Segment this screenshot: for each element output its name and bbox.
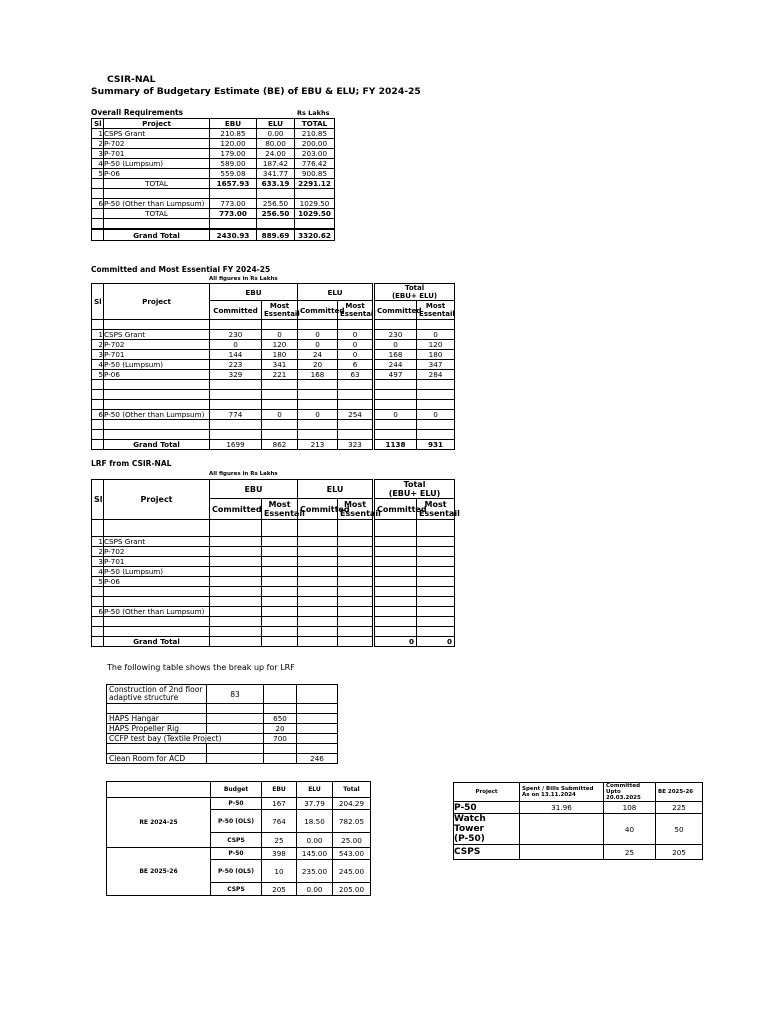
col-header: ELU (257, 119, 295, 129)
table-row (92, 330, 455, 340)
total-row (92, 179, 335, 189)
sl-cell: 1 (92, 129, 104, 139)
total-cell: 2291.12 (295, 179, 335, 189)
elu-cell: 0.00 (257, 129, 295, 139)
value-cell: 24 (298, 350, 338, 360)
value-cell: 63 (338, 370, 374, 380)
value-cell: 0 (338, 350, 374, 360)
elu-cell: 80.00 (257, 139, 295, 149)
col-header: Committed (298, 499, 338, 520)
total-cell: 900.85 (295, 169, 335, 179)
col-header (262, 499, 305, 520)
col-header: Project (104, 284, 210, 320)
total-cell: 543.00 (333, 848, 371, 860)
project-cell: P-701 (104, 557, 210, 567)
elu-cell: 37.79 (297, 798, 333, 810)
elu-cell: 889.69 (257, 229, 295, 241)
value-cell: 0 (298, 330, 338, 340)
table-row (107, 754, 338, 764)
value-cell: 120 (417, 340, 455, 350)
budget-name: P-50 (OLS) (211, 860, 262, 883)
total-cell: 245.00 (333, 860, 371, 883)
value-cell: 223 (210, 360, 262, 370)
sl-cell: 2 (92, 547, 104, 557)
ebu-cell: 10 (262, 860, 297, 883)
value-cell: 230 (374, 330, 417, 340)
value-cell: 6 (338, 360, 374, 370)
col-header: Sl (92, 480, 104, 520)
spacer-row (92, 390, 455, 400)
spacer-row (92, 380, 455, 390)
table-row (92, 340, 455, 350)
project-spending-table (453, 782, 703, 860)
col-header: Committed (210, 301, 262, 320)
table-row (92, 410, 455, 420)
spacer-row (92, 219, 335, 230)
sl-cell: 4 (92, 159, 104, 169)
budget-name: P-50 (OLS) (211, 810, 262, 833)
ebu-cell: 773.00 (210, 199, 257, 209)
project-cell: P-701 (104, 350, 210, 360)
ebu-cell: 589.00 (210, 159, 257, 169)
be-cell: 225 (656, 802, 703, 814)
essential-label: Essentail (340, 310, 376, 318)
spacer-row (92, 587, 455, 597)
col-header: Project (104, 119, 210, 129)
col-header: Project (454, 783, 520, 802)
re-label: RE 2024-25 (107, 798, 211, 848)
item-label: CCFP test bay (Textile Project) (107, 734, 264, 744)
col-header (417, 499, 460, 520)
value-cell: 0 (262, 330, 298, 340)
elu-cell: 187.42 (257, 159, 295, 169)
project-cell: P-701 (104, 149, 210, 159)
be-cell: 205 (656, 845, 703, 860)
ebu-cell: 179.00 (210, 149, 257, 159)
elu-cell: 24.00 (257, 149, 295, 159)
value-cell: 180 (417, 350, 455, 360)
col-header (374, 480, 455, 499)
sl-cell: 5 (92, 577, 104, 587)
grand-total-label: Grand Total (104, 637, 210, 647)
value-cell: 213 (298, 440, 338, 450)
spent-label: Spent / Bills Submitted (522, 786, 594, 792)
page-title: Summary of Budgetary Estimate (BE) of EBU & ELU; FY 2024-25 (91, 86, 421, 97)
col-header (262, 301, 298, 320)
value-cell: 20 (298, 360, 338, 370)
lrf-breakup-table (106, 684, 338, 764)
grand-total-row (92, 440, 455, 450)
col-header (338, 301, 374, 320)
value-cell: 1138 (374, 440, 417, 450)
table-row (92, 577, 455, 587)
col-header: EBU (210, 480, 298, 499)
sl-cell: 3 (92, 350, 104, 360)
lrf-units: All figures in Rs Lakhs (209, 471, 278, 477)
col-header: Sl (92, 119, 104, 129)
value-cell: 0 (417, 330, 455, 340)
project-cell: P-06 (104, 577, 210, 587)
sl-cell: 6 (92, 199, 104, 209)
table-row (92, 370, 455, 380)
col-header: Project (104, 480, 210, 520)
be-label: BE 2025-26 (107, 848, 211, 896)
item-label: HAPS Hangar (107, 714, 207, 724)
col-header (338, 499, 381, 520)
value-cell: 284 (417, 370, 455, 380)
grand-total-label: Grand Total (104, 229, 210, 241)
project-cell: P-702 (104, 340, 210, 350)
spacer-row (92, 320, 455, 330)
ebu-cell: 120.00 (210, 139, 257, 149)
committed-cell: 25 (604, 845, 656, 860)
sl-cell: 5 (92, 370, 104, 380)
value-cell: 1699 (210, 440, 262, 450)
value-cell: 144 (210, 350, 262, 360)
value-cell: 0 (374, 637, 417, 647)
value-cell: 329 (210, 370, 262, 380)
value-cell: 180 (262, 350, 298, 360)
table-row (92, 607, 455, 617)
value-cell: 0 (338, 330, 374, 340)
grand-total-row (92, 229, 335, 241)
value-cell: 168 (374, 350, 417, 360)
item-value: 83 (207, 685, 264, 704)
spacer-row (92, 627, 455, 637)
sl-cell: 2 (92, 139, 104, 149)
spacer-row (92, 597, 455, 607)
item-line-2: adaptive structure (109, 693, 179, 702)
lrf-heading: LRF from CSIR-NAL (91, 459, 172, 468)
ebu-cell: 559.08 (210, 169, 257, 179)
value-cell: 931 (417, 440, 455, 450)
col-header: Budget (211, 782, 262, 798)
col-header (604, 783, 656, 802)
col-header: Sl (92, 284, 104, 320)
project-name: P-50 (454, 802, 520, 814)
total-cell: 3320.62 (295, 229, 335, 241)
table-row (92, 350, 455, 360)
project-name-line-1: Watch Tower (454, 814, 486, 834)
blank-header (107, 782, 211, 798)
value-cell: 0 (417, 637, 455, 647)
item-label: HAPS Propeller Rig (107, 724, 207, 734)
table-row (107, 734, 338, 744)
essential-label: Essentail (264, 509, 305, 518)
total-cell: 205.00 (333, 883, 371, 896)
value-cell: 168 (298, 370, 338, 380)
spacer-row (92, 617, 455, 627)
sl-cell: 3 (92, 149, 104, 159)
overall-units: Rs Lakhs (297, 109, 330, 117)
total-label: TOTAL (104, 179, 210, 189)
spacer-row (92, 189, 335, 199)
project-cell: P-06 (104, 370, 210, 380)
overall-heading: Overall Requirements (91, 108, 184, 117)
value-cell: 0 (262, 410, 298, 420)
total-cell: 1029.50 (295, 209, 335, 219)
value-cell: 862 (262, 440, 298, 450)
elu-cell: 235.00 (297, 860, 333, 883)
ebu-cell: 25 (262, 833, 297, 848)
value-cell: 0 (374, 340, 417, 350)
committed-cell: 40 (604, 814, 656, 845)
total-header-sub: (EBU+ ELU) (388, 489, 441, 498)
ebu-cell: 398 (262, 848, 297, 860)
overall-requirements-table (91, 118, 335, 241)
elu-cell: 256.50 (257, 199, 295, 209)
value-cell: 347 (417, 360, 455, 370)
total-header-sub: (EBU+ ELU) (391, 292, 438, 300)
project-cell: P-702 (104, 139, 210, 149)
col-header: TOTAL (295, 119, 335, 129)
committed-label: Committed (606, 783, 641, 789)
budget-name: CSPS (211, 883, 262, 896)
total-header: Total (404, 284, 425, 292)
sl-cell: 6 (92, 607, 104, 617)
project-cell: P-50 (Lumpsum) (104, 567, 210, 577)
ebu-cell: 773.00 (210, 209, 257, 219)
spacer-row (92, 420, 455, 430)
grand-total-label: Grand Total (104, 440, 210, 450)
spacer-row (92, 430, 455, 440)
item-label (107, 685, 207, 704)
breakup-note: The following table shows the break up for LRF (107, 663, 295, 672)
col-header (417, 301, 455, 320)
total-cell: 776.42 (295, 159, 335, 169)
table-row (107, 798, 371, 810)
sl-cell: 6 (92, 410, 104, 420)
total-header: Total (403, 480, 426, 489)
elu-cell: 633.19 (257, 179, 295, 189)
elu-cell: 0.00 (297, 833, 333, 848)
project-cell: CSPS Grant (104, 330, 210, 340)
ebu-cell: 210.85 (210, 129, 257, 139)
table-row (454, 802, 703, 814)
spacer-row (107, 704, 338, 714)
value-cell: 774 (210, 410, 262, 420)
committed-cell: 108 (604, 802, 656, 814)
total-cell: 200.00 (295, 139, 335, 149)
value-cell: 497 (374, 370, 417, 380)
total-cell: 782.05 (333, 810, 371, 833)
most-label: Most (424, 500, 447, 509)
org-name: CSIR-NAL (107, 74, 156, 85)
essential-label: Essentail (264, 310, 300, 318)
header-row (92, 480, 455, 499)
table-row (454, 845, 703, 860)
table-row (92, 169, 335, 179)
spacer-row (92, 520, 455, 537)
col-header: Committed (210, 499, 262, 520)
most-label: Most (343, 500, 367, 509)
project-cell: P-50 (Other than Lumpsum) (104, 199, 210, 209)
value-cell: 230 (210, 330, 262, 340)
project-cell: P-50 (Lumpsum) (104, 159, 210, 169)
table-row (107, 848, 371, 860)
table-row (92, 360, 455, 370)
total-label: TOTAL (104, 209, 210, 219)
table-row (107, 685, 338, 704)
table-row (454, 814, 703, 845)
committed-units: All figures in Rs Lakhs (209, 276, 278, 282)
col-header: EBU (262, 782, 297, 798)
most-label: Most (425, 302, 446, 310)
value-cell: 254 (338, 410, 374, 420)
project-cell: P-702 (104, 547, 210, 557)
col-header: EBU (210, 119, 257, 129)
value-cell: 0 (338, 340, 374, 350)
spent-cell (520, 845, 604, 860)
sl-cell: 4 (92, 360, 104, 370)
col-header (374, 284, 455, 301)
total-cell: 25.00 (333, 833, 371, 848)
value-cell: 323 (338, 440, 374, 450)
elu-cell: 145.00 (297, 848, 333, 860)
item-line-1: Construction of 2nd floor (109, 685, 203, 694)
table-row (92, 547, 455, 557)
item-label: Clean Room for ACD (107, 754, 207, 764)
table-row (92, 139, 335, 149)
spacer-row (107, 744, 338, 754)
budget-name: CSPS (211, 833, 262, 848)
table-row (107, 724, 338, 734)
spacer-row (92, 400, 455, 410)
committed-heading: Committed and Most Essential FY 2024-25 (91, 265, 271, 274)
project-cell: CSPS Grant (104, 129, 210, 139)
col-header: Committed (374, 301, 417, 320)
value-cell: 244 (374, 360, 417, 370)
sl-cell: 4 (92, 567, 104, 577)
col-header: EBU (210, 284, 298, 301)
project-cell: P-50 (Other than Lumpsum) (104, 410, 210, 420)
sl-cell: 2 (92, 340, 104, 350)
value-cell: 0 (210, 340, 262, 350)
table-row (92, 199, 335, 209)
budget-table (106, 781, 371, 896)
budget-name: P-50 (211, 798, 262, 810)
table-row (107, 714, 338, 724)
table-row (92, 129, 335, 139)
col-header: ELU (298, 480, 374, 499)
sl-cell: 3 (92, 557, 104, 567)
sl-cell: 5 (92, 169, 104, 179)
total-cell: 1029.50 (295, 199, 335, 209)
spent-cell: 31.96 (520, 802, 604, 814)
project-name: CSPS (454, 845, 520, 860)
value-cell: 221 (262, 370, 298, 380)
item-value: 650 (264, 714, 297, 724)
committed-table (91, 283, 455, 450)
col-header: BE 2025-26 (656, 783, 703, 802)
essential-label: Essentail (419, 509, 460, 518)
project-cell: P-50 (Lumpsum) (104, 360, 210, 370)
col-header: Total (333, 782, 371, 798)
project-name (454, 814, 520, 845)
value-cell: 0 (374, 410, 417, 420)
sl-cell: 1 (92, 330, 104, 340)
project-name-line-2: (P-50) (454, 834, 485, 844)
col-header (520, 783, 604, 802)
elu-cell: 18.50 (297, 810, 333, 833)
most-label: Most (269, 302, 290, 310)
elu-cell: 256.50 (257, 209, 295, 219)
value-cell: 120 (262, 340, 298, 350)
spent-date: As on 13.11.2024 (522, 792, 576, 798)
project-cell: CSPS Grant (104, 537, 210, 547)
item-value: 700 (264, 734, 297, 744)
header-row (454, 783, 703, 802)
elu-cell: 0.00 (297, 883, 333, 896)
total-cell: 204.29 (333, 798, 371, 810)
table-row (92, 557, 455, 567)
ebu-cell: 764 (262, 810, 297, 833)
header-row (107, 782, 371, 798)
col-header: Committed (374, 499, 417, 520)
total-cell: 210.85 (295, 129, 335, 139)
table-row (92, 159, 335, 169)
be-cell: 50 (656, 814, 703, 845)
value-cell: 0 (417, 410, 455, 420)
table-row (92, 149, 335, 159)
project-cell: P-50 (Other than Lumpsum) (104, 607, 210, 617)
elu-cell: 341.77 (257, 169, 295, 179)
ebu-cell: 1657.93 (210, 179, 257, 189)
ebu-cell: 167 (262, 798, 297, 810)
spent-cell (520, 814, 604, 845)
col-header: Committed (298, 301, 338, 320)
header-row (92, 284, 455, 301)
value-cell: 0 (298, 410, 338, 420)
essential-label: Essentail (419, 310, 455, 318)
total-cell: 203.00 (295, 149, 335, 159)
committed-date: Upto 20.03.2025 (606, 789, 641, 801)
item-value: 20 (264, 724, 297, 734)
value-cell: 341 (262, 360, 298, 370)
col-header: ELU (297, 782, 333, 798)
essential-label: Essentail (340, 509, 381, 518)
ebu-cell: 205 (262, 883, 297, 896)
most-label: Most (345, 302, 365, 310)
grand-total-row (92, 637, 455, 647)
table-row (92, 567, 455, 577)
item-value: 246 (297, 754, 338, 764)
col-header: ELU (298, 284, 374, 301)
total-row (92, 209, 335, 219)
value-cell: 0 (298, 340, 338, 350)
table-header-row (92, 119, 335, 129)
sl-cell: 1 (92, 537, 104, 547)
most-label: Most (268, 500, 291, 509)
ebu-cell: 2430.93 (210, 229, 257, 241)
table-row (92, 537, 455, 547)
lrf-table (91, 479, 460, 647)
project-cell: P-06 (104, 169, 210, 179)
budget-name: P-50 (211, 848, 262, 860)
